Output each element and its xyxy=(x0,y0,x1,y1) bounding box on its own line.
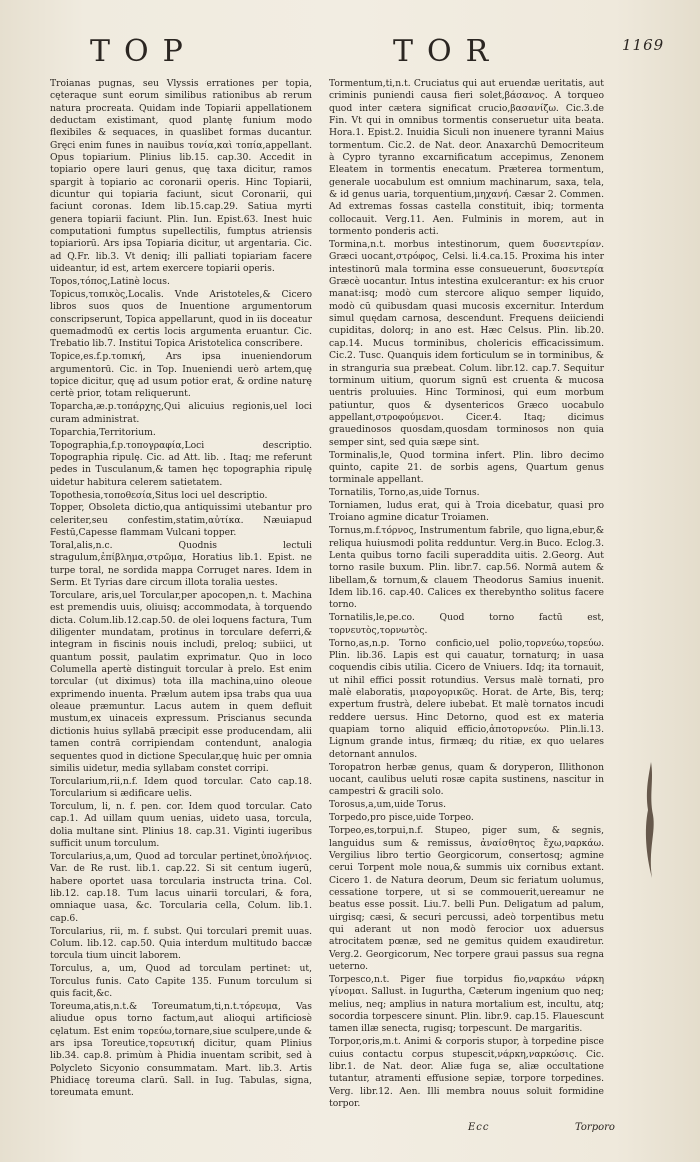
right-column-entry: Tormina,n.t. morbus intestinorum, quem δυσεντερίαν. Græci uocant,στρόφος, Celsi. li.4.ca.15. Proxima his inter intestinorū mala tormina esse consueuerunt, δυσεντερία Græcè uocantur. Intus intestina exulcerantur: ex his cruor manat:isq; modò cum stercore aliquo semper liquido, modò cū quibusdam quasi mucosis excernitur. Interdum simul quędam carnosa, descendunt. Frequens deiiciendi cupiditas, dolorq; in ano est. Hæc Celsus. Plin. lib.20. cap.14. Mucus torminibus, cholericis efficacissimum. Cic.2. Tusc. Quanquis idem forticulum se in torminibus, & in stranguria sua præbeat. Colum. libr.12. cap.7. Sequitur torminum uitium, quorum signū est cruenta & mucosa uentris proluuies. Hinc Torminosi, qui eum morbum patiuntur, quos & dysentericos Græco uocabulo appellant,στροφούμενοι. Cicer.4. Itaq; dicimus grauedinosos quosdam,quosdam torminosos non quia semper sint, sed quia sæpe sint. xyxy=(329,239,604,448)
header-left-word: TOP xyxy=(90,34,197,69)
left-column-entry: Troianas pugnas, seu Vlyssis errationes per topia, cęteraque sunt eorum similibus rationibus ab rerum natura procreata. Quidam inde Topiarii appellationem deductam existimant, quod plantę funium modo flexibiles & sequaces, in quaslibet formas ducantur. Gręci enim funes in nauibus τονία,καὶ τοπία,appellant. Opus topiarium. Plinius lib.15. cap.30. Accedit in topiario opere lauri genus, quę taxa dicitur, ramos spargit à topiario ac coronarii operis. Hinc Topiarii, dicuntur qui topiaria faciunt, sicut Coronarii, qui faciunt coronas. Idem lib.15.cap.29. Satiua myrti genera topiarii faciunt. Plin. Iun. Epist.63. Inest huic computationi fumptus supellectilis, fumptus atriensis topiariorū. Ars ipsa Topiaria dicitur, ut argentaria. Cic. ad Q.Fr. lib.3. Vt deniq; illi palliati topiariam facere uideantur, id est, artem exercere topiarii operis. xyxy=(50,78,312,275)
left-column-entry: Toreuma,atis,n.t.& Toreumatum,ti,n.t.τόρευμα, Vas aliudue opus torno factum,aut alioqui artificiosè cęlatum. Est enim τορεύω,tornare,siue sculpere,unde & ars ipsa Toreutice,τορευτική dicitur, quam Plinius lib.34. cap.8. primùm à Phidia inuentam scribit, sed à Polycleto Sicyonio consummatam. Mart. lib.3. Artis Phidiacę toreuma clarū. Sall. in Iug. Tabulas, signa, toreumata emunt. xyxy=(50,1000,312,1099)
left-column-entry: Topos,τόπος,Latinè locus. xyxy=(50,276,170,288)
left-column-entry: Topice,es.f.p.τοπική, Ars ipsa inueniendorum argumentorū. Cic. in Top. Inueniendi uerò artem,quę topice dicitur, quę ad usum potior erat, & ordine naturę certè prior, totam reliquerunt. xyxy=(50,351,312,400)
page-footer xyxy=(0,1122,700,1138)
right-column-entry: Torminalis,le, Quod tormina infert. Plin. libro decimo quinto, capite 21. de sorbis agens, Quartum genus torminale appellant. xyxy=(329,449,604,486)
left-column-entry: Torculum, li, n. f. pen. cor. Idem quod torcular. Cato cap.1. Ad uillam quum uenias, uideto uasa, torcula, dolia multane sint. Plinius 18. cap.31. Viginti iugeribus sufficit unum torculum. xyxy=(50,801,312,850)
left-column-entry: Toparcha,æ.p.τοπάρχης,Qui alicuius regionis,uel loci curam administrat. xyxy=(50,401,312,425)
right-column-entry: Torosus,a,um,uide Torus. xyxy=(329,799,447,811)
left-column-entry: Torcularius,a,um, Quod ad torcular pertinet,ὑπολήνιος. Var. de Re rust. lib.1. cap.22. Si sit centum iugerū, habere oportet uasa torcularia instructa trina. Col. lib.12. cap.18. Tum lacus uinarii torculari, & fora, omniaque uasa, &c. Torcularia cella, Colum. lib.1. cap.6. xyxy=(50,851,312,924)
running-header xyxy=(0,32,700,72)
right-column-entry: Torno,as,n.p. Torno conficio,uel polio,τορνεύω,τορεύω. Plin. lib.36. Lapis est qui cauatur, tornaturq; in uasa coquendis cibis utilia. Cicero de Vniuers. Idq; ita tornauit, ut nihil effici possit rotundius. Versus malè tornati, pro malè elaboratis, μιαρογορικῶς. Horat. de Arte, Bis, terq; expertum frustrà, delere iubebat. Et malè tornatos incudi reddere uersus. Hinc Detorno, quod est ex materia quapiam torno aliquid efficio,ἀποτορνεύω. Plin.li.13. Lignum grande intus, firmæq; du ritiæ, ex quo uelares detornant annulos. xyxy=(329,637,604,760)
left-column-entry: Topographia,f.p.τοπογραφία,Loci descriptio. Topographia ripulę. Cic. ad Att. lib. . Itaq; me referunt pedes in Tusculanum,& tamen hęc topographia ripulę uidetur habitura celerem satietatem. xyxy=(50,439,312,488)
left-column-entry: Torcularium,rii,n.f. Idem quod torcular. Cato cap.18. Torcularium si ædificare uelis. xyxy=(50,775,312,800)
right-column-entry: Tormentum,ti,n.t. Cruciatus qui aut eruendæ ueritatis, aut criminis puniendi causa fieri solet,βάσανος. A torqueo quod inter cætera significat crucio,βασανίζω. Cic.3.de Fin. Vt qui in omnibus tormentis conseruetur uita beata. Hora.1. Epist.2. Inuidia Siculi non inuenere tyranni Maius tormentum. Cic.2. de Nat. deor. Anaxarchū Democriteum à Cypro tyranno excarnificatum accepimus, Zenonem Eleatem in tormentis enecatum. Præterea tormentum, generale uocabulum est omnium machinarum, saxa, tela, & id genus uaria, torquentium,μηχανή. Cæsar 2. Commen. Ad extremas fossas castella constituit, ibiq; tormenta collocauit. Verg.11. Aen. Fulminis in morem, aut in tormento ponderis acti. xyxy=(329,78,604,238)
ink-stain xyxy=(640,760,662,880)
left-column xyxy=(50,78,312,1100)
signature-mark: Ecc xyxy=(468,1122,490,1133)
page-number: 1169 xyxy=(622,36,665,54)
right-column-entry: Torpor,oris,m.t. Animi & corporis stupor, à torpedine pisce cuius contactu corpus stupescit,νάρκη,ναρκώσις. Cic. libr.1. de Nat. deor. Aliæ fuga se, aliæ occultatione tutantur, atramenti effusione sepiæ, torpore torpedines. Verg. libr.12. Aen. Illi membra nouus soluit formidine torpor. xyxy=(329,1036,604,1109)
right-column-entry: Torniamen, ludus erat, qui à Troia dicebatur, quasi pro Troiano agmine dicatur Troiamen. xyxy=(329,500,604,524)
header-right-word: TOR xyxy=(393,34,503,69)
right-column-entry: Torpedo,pro pisce,uide Torpeo. xyxy=(329,812,474,824)
left-column-entry: Toparchia,Territorium. xyxy=(50,426,156,438)
left-column-entry: Torculus, a, um, Quod ad torculam pertinet: ut, Torculus funis. Cato Capite 135. Funum torculum si quis facit,&c. xyxy=(50,963,312,999)
right-column-entry: Tornus,m.f.τόρνος, Instrumentum fabrile, quo ligna,ebur,& reliqua huiusmodi polita redduntur. Verg.in Buco. Eclog.3. Lenta quibus torno facili superaddita uitis. 2.Georg. Aut torno rasile buxum. Plin. libr.7. cap.56. Normā autem & libellam,& tornum,& clauem Theodorus Samius inuenit. Idem lib.16. cap.40. Calices ex therebyntho solitus facere torno. xyxy=(329,525,604,611)
left-column-entry: Topper, Obsoleta dictio,qua antiquissimi utebantur pro celeriter,seu confestim,statim,αὐτίκα. Næuiapud Festū,Capesse flammam Vulcani topper. xyxy=(50,502,312,539)
right-column xyxy=(329,78,604,1111)
left-column-entry: Toral,alis,n.c. Quodnis lectuli stragulum,ἐπίβλημα,στρῶμα, Horatius lib.1. Epist. ne turpe toral, ne sordida mappa Corruget nares. Idem in Serm. Et Tyrias dare circum illota toralia uestes. xyxy=(50,540,312,589)
left-column-entry: Topicus,τοπικὸς,Localis. Vnde Aristoteles,& Cicero libros suos quos de Inuentione argumentorum conscripserunt, Topica appellarunt, quod in iis doceatur quemadmodū ex certis locis argumenta eruantur. Cic. Trebatio lib.7. Institui Topica Aristotelica conscribere. xyxy=(50,289,312,350)
right-column-entry: Torpesco,n.t. Piger fiue torpidus fio,ναρκάω νάρκη γίνομαι. Sallust. in Iugurtha, Cæterum ingenium quo neq; melius, neq; amplius in natura mortalium est, incultu, atq; socordia torpescere sinunt. Plin. libr.9. cap.15. Flauescunt tamen illæ senecta, rugisq; torpescunt. De margaritis. xyxy=(329,973,604,1035)
right-column-entry: Toropatron herbæ genus, quam & doryperon, Illithonon uocant, caulibus ueluti rosæ capita sustinens, nascitur in campestri & gracili solo. xyxy=(329,761,604,798)
catchword: Torporo xyxy=(575,1122,615,1133)
left-column-entry: Torculare, aris,uel Torcular,per apocopen,n. t. Machina est premendis uuis, oliuisq; accommodata, à torquendo dicta. Colum.lib.12.cap.50. de olei loquens factura, Tum diligenter mundatam, protinus in torculare deferri,& integram in fiscinis nouis includi, preloq; subiici, ut quantum possit, paulatim exprimatur. Quo in loco Columella apertè distinguit torcular à prelo. Est enim torcular (ut diximus) tota illa machina,uino oleoue exprimendo inuenta. Prælum autem ipsa trabs qua uua oleaue præmuntur. Lacus autem in quem defluit mustum,ex uinaceis expressum. Priscianus secunda dictionis huius syllabā præcipit esse producendam, alii tamen contrā corripiendam contendunt, analogia sequentes quod in dictione Specular,quę huic per omnia similis uidetur, media syllabam constet corripi. xyxy=(50,590,312,774)
left-column-entry: Torcularius, rii, m. f. subst. Qui torculari premit uuas. Colum. lib.12. cap.50. Quia interdum multitudo baccæ torcula tium uincit laborem. xyxy=(50,925,312,962)
right-column-entry: Tornatilis,le,pe.co. Quod torno factū est, τορνευτὸς,τορνωτὸς. xyxy=(329,612,604,636)
right-column-entry: Tornatilis, Torno,as,uide Tornus. xyxy=(329,487,480,499)
left-column-entry: Topothesia,τοποθεσία,Situs loci uel descriptio. xyxy=(50,489,268,501)
right-column-entry: Torpeo,es,torpui,n.f. Stupeo, piger sum, & segnis, languidus sum & remissus, ἀναίσθητος ἔχω,ναρκάω. Vergilius libro tertio Georgicorum, consertosq; agmine cerui Torpent mole noua,& summis uix cornibus extant. Cicero 1. de Natura deorum, Deum sic feriatum uolumus, cessatione torpere, ut si se commouerit,uereamur ne beatus esse possit. Liu.7. belli Pun. Deligatum ad palum, uirgisq; cæsi, & securi percussi, adeò torpentibus metu qui aderant ut non modò ferocior uox aduersus atrocitatem pœnæ, sed ne gemitus quidem exaudiretur. Verg.2. Georgicorum, Nec torpere graui passus sua regna ueterno. xyxy=(329,825,604,972)
